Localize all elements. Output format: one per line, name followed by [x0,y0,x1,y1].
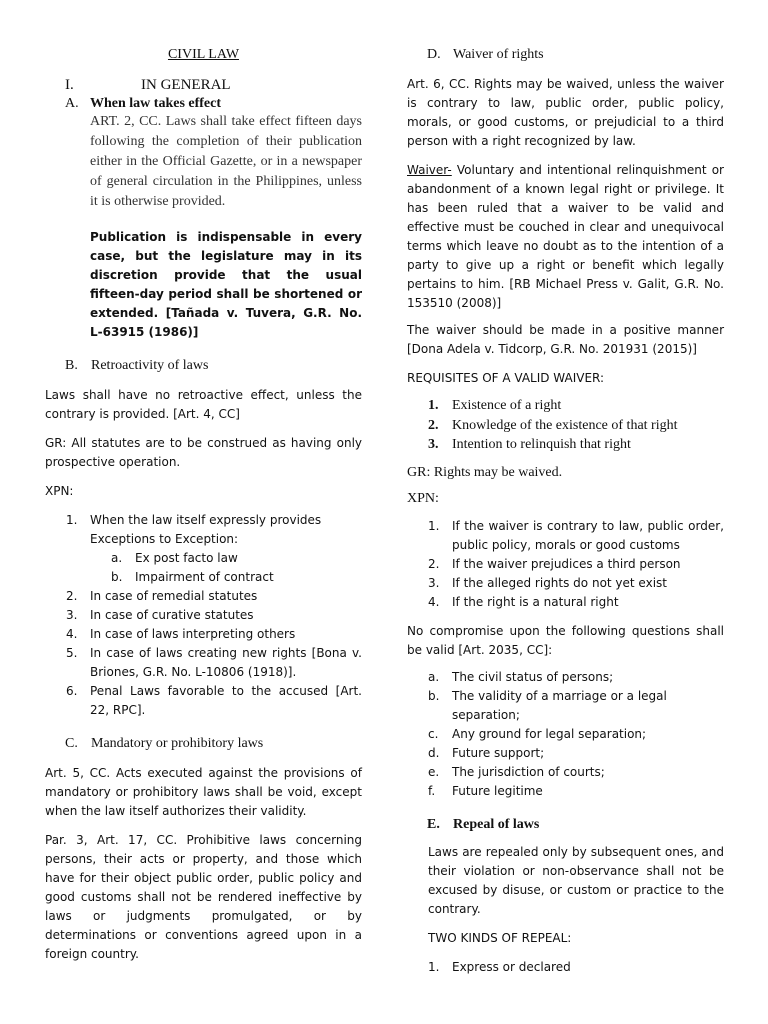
section-e-letter: E. [427,816,440,832]
list-item: b. The validity of a marriage or a legal separation; [428,688,667,722]
waiver-text: Voluntary and intentional relinquishment or abandonment of a known legal right or privilege. It has been ruled that a waiver to be valid and effective must be couched in clear and unequivocal terms which leave no doubt as to the intention of a party to give up a right or benefit which legally pertains to him. [RB Michael Press v. Galit, G.R. No. 153510 (2008)] [407,163,724,310]
right-column [407,44,724,977]
section-e-heading [427,817,724,833]
repeal-paragraph: Laws are repealed only by subsequent ones, and their violation or non-observance shall not be excused by disuse, or custom or practice to the contrary. [428,844,724,916]
section-a-title: When law takes effect [90,96,222,111]
section-a-letter: A. [65,96,79,111]
publication-paragraph: Publication is indispensable in every case, but the legislature may in its discretion provide that the usual fifteen-day period shall be shortened or extended. [Tañada v. Tuvera, G.R. No. L-63915 (1986)] [90,230,362,339]
list-item: c. Any ground for legal separation; [428,726,647,741]
list-item: a. Ex post facto law [111,551,238,565]
list-item: d. Future support; [428,745,545,760]
section-c-heading [65,736,362,752]
art2-paragraph: ART. 2, CC. Laws shall take effect fifteen days following the completion of their publication either in the Official Gazette, or in a newspaper of general circulation in the Philippines, unless it is otherwise provided. [90,114,362,209]
two-kinds-heading: TWO KINDS OF REPEAL: [428,930,572,945]
list-item: 5. In case of laws creating new rights [Bona v. Briones, G.R. No. L-10806 (1918)]. [66,646,362,679]
section-d-title: Waiver of rights [453,47,544,62]
exceptions-list [45,511,362,549]
document-title: CIVIL LAW [167,47,240,62]
retroactivity-paragraph: Laws shall have no retroactive effect, unless the contrary is provided. [Art. 4, CC] [45,388,362,421]
list-item: 3. Intention to relinquish that right [428,437,631,452]
list-item: 1. If the waiver is contrary to law, public order, public policy, morals or good customs [428,518,724,552]
part-number: I. [65,77,74,93]
list-item: 1. When the law itself expressly provides Exceptions to Exception: [66,513,322,546]
section-d-heading [427,47,724,63]
exception-to-exception-list [45,549,362,587]
requisites-heading: REQUISITES OF A VALID WAIVER: [407,371,605,385]
requisites-list [407,396,724,455]
list-item: 2. Knowledge of the existence of that right [428,417,678,433]
list-item: 4. If the right is a natural right [428,594,619,609]
list-item: e. The jurisdiction of courts; [428,764,605,779]
section-e-title: Repeal of laws [453,816,540,832]
left-column [45,44,362,964]
list-item: 2. In case of remedial statutes [66,589,258,603]
exceptions-label: XPN: [45,484,74,498]
section-b-title: Retroactivity of laws [91,358,209,373]
part-heading [65,77,362,94]
positive-manner-paragraph: The waiver should be made in a positive manner [Dona Adela v. Tidcorp, G.R. No. 201931 (2015)] [407,323,724,356]
list-item: 3. If the alleged rights do not yet exist [428,575,667,590]
list-item: 2. If the waiver prejudices a third person [428,556,681,571]
list-item: b. Impairment of contract [111,570,274,584]
section-d-letter: D. [427,47,441,62]
compromise-list [407,668,724,801]
section-c-letter: C. [65,736,78,751]
exceptions-list-continued [45,587,362,720]
list-item: a. The civil status of persons; [428,669,614,684]
general-rule-paragraph: GR: All statutes are to be construed as having only prospective operation. [45,436,362,469]
part-title: IN GENERAL [141,77,231,93]
list-item: 4. In case of laws interpreting others [66,627,296,641]
waiver-exceptions-list [407,517,724,612]
section-b-letter: B. [65,358,78,373]
waiver-definition [407,161,724,313]
section-c-title: Mandatory or prohibitory laws [91,736,264,751]
section-a-heading [65,96,362,112]
waiver-label: Waiver- [407,163,452,177]
list-item: 1. Existence of a right [428,398,562,413]
right-exceptions-label: XPN: [407,490,439,506]
art6-paragraph: Art. 6, CC. Rights may be waived, unless the waiver is contrary to law, public order, public policy, morals, or good customs, or prejudicial to a third person with a right recognized by law. [407,77,724,148]
no-compromise-paragraph: No compromise upon the following questions shall be valid [Art. 2035, CC]: [407,623,724,657]
list-item: 6. Penal Laws favorable to the accused [Art. 22, RPC]. [66,684,362,717]
list-item: 1. Express or declared [428,959,571,974]
art17-paragraph: Par. 3, Art. 17, CC. Prohibitive laws concerning persons, their acts or property, and those which have for their object public order, public policy and good customs shall not be rendered ineffective by laws or judgments promulgated, or by determinations or conventions agreed upon in a foreign country. [45,833,362,961]
art5-paragraph: Art. 5, CC. Acts executed against the provisions of mandatory or prohibitory laws shall be void, except when the law itself authorizes their validity. [45,766,362,818]
right-general-rule: GR: Rights may be waived. [407,464,563,480]
list-item: 3. In case of curative statutes [66,608,254,622]
repeal-kinds-list [407,958,724,977]
section-b-heading [65,358,362,374]
list-item: f. Future legitime [428,783,543,798]
